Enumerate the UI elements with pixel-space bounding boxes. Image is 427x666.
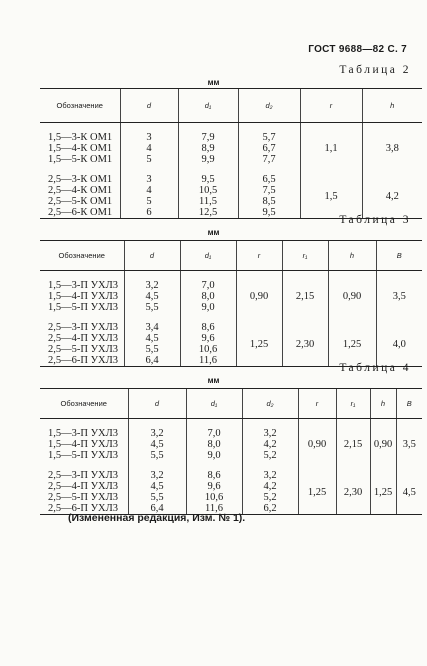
designation: 2,5—5-П УХЛ3 (48, 344, 118, 355)
cell-r1: 2,30 (336, 470, 370, 515)
column-header: d₂ (242, 389, 298, 419)
cell-d1: 7,9 (201, 132, 215, 143)
designation: 2,5—4-К ОМ1 (48, 185, 113, 196)
cell-b: 3,5 (396, 428, 422, 461)
column-header: r (298, 389, 336, 419)
cell-r: 1,25 (236, 322, 282, 367)
table-4-caption: Таблица 4 (339, 362, 411, 374)
cell-d2: 5,7 (262, 132, 276, 143)
table-row (40, 322, 422, 367)
table-4 (40, 388, 422, 515)
designation: 1,5—3-П УХЛ3 (48, 428, 118, 439)
cell-d2: 6,2 (263, 503, 277, 514)
column-header: h (328, 241, 376, 271)
cell-d: 5,5 (145, 302, 159, 313)
designation: 2,5—6-К ОМ1 (48, 207, 113, 218)
designation: 1,5—4-К ОМ1 (48, 143, 113, 154)
cell-d1: 10,6 (204, 492, 224, 503)
column-header: h (370, 389, 396, 419)
cell-d: 6,4 (145, 355, 159, 366)
table-3-unit: мм (207, 228, 220, 237)
cell-d2: 4,2 (263, 481, 277, 492)
cell-b: 3,5 (376, 280, 422, 313)
column-header: d₂ (238, 89, 300, 123)
cell-d2: 7,7 (262, 154, 276, 165)
cell-r: 1,5 (300, 174, 362, 219)
column-header: d₁ (186, 389, 242, 419)
cell-d: 5,5 (150, 492, 164, 503)
page-header: ГОСТ 9688—82 С. 7 (308, 44, 407, 55)
cell-d1: 7,0 (207, 428, 221, 439)
table-2-unit: мм (207, 78, 220, 87)
cell-d2: 3,2 (263, 428, 277, 439)
cell-d: 6,4 (150, 503, 164, 514)
column-header: B (396, 389, 422, 419)
designation: 2,5—3-П УХЛ3 (48, 322, 118, 333)
cell-d1: 9,0 (201, 302, 215, 313)
table-row (40, 132, 422, 165)
column-header: Обозначение (40, 241, 124, 271)
cell-d1: 8,6 (207, 470, 221, 481)
designation: 1,5—3-К ОМ1 (48, 132, 113, 143)
cell-d1: 10,5 (198, 185, 218, 196)
designation: 2,5—4-П УХЛ3 (48, 333, 118, 344)
designation: 1,5—4-П УХЛ3 (48, 291, 118, 302)
table-3-caption: Таблица 3 (339, 214, 411, 226)
cell-d: 3,2 (150, 428, 164, 439)
cell-d1: 11,5 (199, 196, 217, 207)
column-header: Обозначение (40, 389, 128, 419)
cell-d2: 4,2 (263, 439, 277, 450)
cell-r: 0,90 (236, 280, 282, 313)
cell-d1: 9,5 (201, 174, 215, 185)
table-row (40, 280, 422, 313)
table-3 (40, 240, 422, 367)
cell-d2: 5,2 (263, 450, 277, 461)
cell-d2: 6,7 (262, 143, 276, 154)
cell-d1: 8,9 (201, 143, 215, 154)
cell-r1: 2,30 (282, 322, 328, 367)
table-2 (40, 88, 422, 219)
cell-h: 3,8 (362, 132, 422, 165)
amendment-note: (Измененная редакция, Изм. № 1). (68, 512, 246, 524)
column-header: h (362, 89, 422, 123)
table-row (40, 470, 422, 515)
cell-d1: 12,5 (198, 207, 218, 218)
cell-h: 1,25 (328, 322, 376, 367)
cell-d: 3,2 (150, 470, 164, 481)
table-2-caption: Таблица 2 (339, 64, 411, 76)
table-4-unit: мм (207, 376, 220, 385)
cell-d2: 3,2 (263, 470, 277, 481)
cell-d: 4,5 (145, 291, 159, 302)
column-header: Обозначение (40, 89, 120, 123)
cell-r1: 2,15 (336, 428, 370, 461)
designation: 1,5—3-П УХЛ3 (48, 280, 118, 291)
cell-d: 4 (146, 185, 152, 196)
column-header: B (376, 241, 422, 271)
designation: 2,5—3-К ОМ1 (48, 174, 113, 185)
cell-d1: 11,6 (205, 503, 223, 514)
cell-d: 4,5 (145, 333, 159, 344)
cell-d1: 8,0 (201, 291, 215, 302)
cell-d: 3,2 (145, 280, 159, 291)
designation: 2,5—5-П УХЛ3 (48, 492, 118, 503)
column-header: d (128, 389, 186, 419)
cell-r1: 2,15 (282, 280, 328, 313)
column-header: r₁ (282, 241, 328, 271)
cell-d1: 11,6 (199, 355, 217, 366)
cell-b: 4,0 (376, 322, 422, 367)
cell-r: 1,1 (300, 132, 362, 165)
designation: 2,5—5-К ОМ1 (48, 196, 113, 207)
cell-r: 0,90 (298, 428, 336, 461)
column-header: d (124, 241, 180, 271)
cell-d: 6 (146, 207, 152, 218)
designation: 1,5—5-П УХЛ3 (48, 302, 118, 313)
column-header: r (236, 241, 282, 271)
cell-d: 5 (146, 154, 152, 165)
designation: 1,5—5-П УХЛ3 (48, 450, 118, 461)
cell-d: 3 (146, 174, 152, 185)
column-header: d₁ (180, 241, 236, 271)
designation: 1,5—4-П УХЛ3 (48, 439, 118, 450)
cell-d: 4,5 (150, 481, 164, 492)
cell-d1: 7,0 (201, 280, 215, 291)
cell-h: 0,90 (370, 428, 396, 461)
designation: 1,5—5-К ОМ1 (48, 154, 113, 165)
cell-d2: 5,2 (263, 492, 277, 503)
designation: 2,5—6-П УХЛ3 (48, 503, 118, 514)
designation: 2,5—3-П УХЛ3 (48, 470, 118, 481)
cell-d: 4,5 (150, 439, 164, 450)
table-row (40, 428, 422, 461)
cell-d1: 9,6 (207, 481, 221, 492)
cell-d2: 8,5 (262, 196, 276, 207)
column-header: d (120, 89, 178, 123)
cell-d: 3 (146, 132, 152, 143)
cell-d1: 9,0 (207, 450, 221, 461)
column-header: d₁ (178, 89, 238, 123)
cell-h: 4,2 (362, 174, 422, 219)
cell-d1: 8,6 (201, 322, 215, 333)
cell-d1: 10,6 (198, 344, 218, 355)
cell-d2: 6,5 (262, 174, 276, 185)
cell-d1: 9,6 (201, 333, 215, 344)
cell-d: 4 (146, 143, 152, 154)
designation: 2,5—4-П УХЛ3 (48, 481, 118, 492)
column-header: r₁ (336, 389, 370, 419)
cell-d1: 8,0 (207, 439, 221, 450)
cell-d2: 7,5 (262, 185, 276, 196)
cell-h: 1,25 (370, 470, 396, 515)
cell-h: 0,90 (328, 280, 376, 313)
cell-d: 3,4 (145, 322, 159, 333)
cell-d: 5 (146, 196, 152, 207)
cell-r: 1,25 (298, 470, 336, 515)
cell-d1: 9,9 (201, 154, 215, 165)
cell-d: 5,5 (150, 450, 164, 461)
column-header: r (300, 89, 362, 123)
cell-b: 4,5 (396, 470, 422, 515)
table-row (40, 174, 422, 219)
cell-d: 5,5 (145, 344, 159, 355)
cell-d2: 9,5 (262, 207, 276, 218)
designation: 2,5—6-П УХЛ3 (48, 355, 118, 366)
